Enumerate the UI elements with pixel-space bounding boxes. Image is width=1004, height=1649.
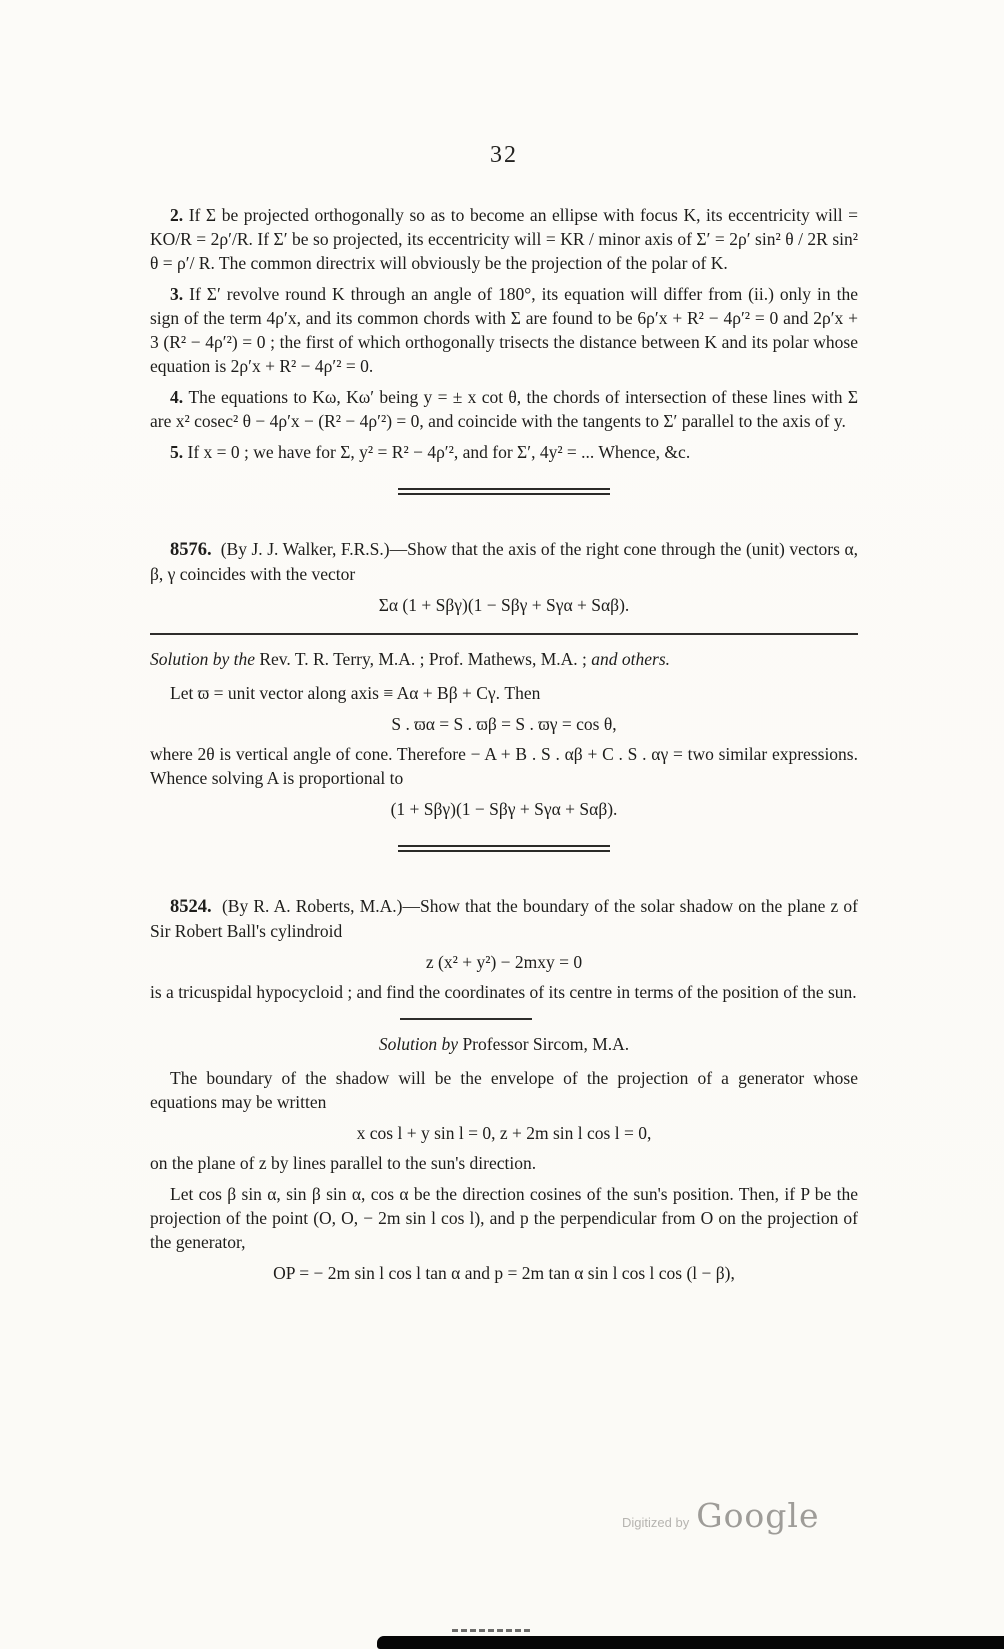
solution-by-label: Solution by bbox=[378, 1034, 459, 1054]
solution-divider-8576 bbox=[150, 633, 858, 635]
solution-8576-formula-2: (1 + Sβγ)(1 − Sβγ + Sγα + Sαβ). bbox=[390, 799, 618, 819]
problem-8524-number: 8524. bbox=[170, 897, 212, 917]
paragraph-5 bbox=[150, 440, 858, 464]
problem-8524-statement-2: is a tricuspidal hypocycloid ; and find the coordinates of its centre in terms of the position of the sun. bbox=[150, 982, 857, 1002]
scan-edge-bar bbox=[377, 1636, 1004, 1649]
solution-author: Professor Sircom, M.A. bbox=[458, 1034, 630, 1054]
problem-8576-formula: Σα (1 + Sβγ)(1 − Sβγ + Sγα + Sαβ). bbox=[378, 595, 630, 615]
solution-8524-body-1: The boundary of the shadow will be the envelope of the projection of a generator whose equations may be written bbox=[150, 1068, 858, 1112]
solution-8524-formula-2: OP = − 2m sin l cos l tan α and p = 2m tan α sin l cos l cos (l − β), bbox=[273, 1263, 735, 1283]
scan-artifact-dashes bbox=[452, 1629, 530, 1632]
solution-authors: Rev. T. R. Terry, M.A. ; Prof. Mathews, M.A. ; bbox=[254, 649, 592, 669]
paragraph-2-number: 2. bbox=[170, 205, 184, 225]
section-divider bbox=[398, 845, 610, 852]
paragraph-5-text: If x = 0 ; we have for Σ, y² = R² − 4ρ′², and for Σ′, 4y² = ... Whence, &c. bbox=[187, 442, 691, 462]
digitized-watermark bbox=[622, 1496, 820, 1535]
solution-heading-8524 bbox=[150, 1032, 858, 1056]
paragraph-4-number: 4. bbox=[170, 387, 184, 407]
paragraph-4-text: The equations to Kω, Kω′ being y = ± x cot θ, the chords of intersection of these lines with Σ are x² cosec² θ − 4ρ′x − (R² − 4ρ′²) = 0, and coincide with the tangents to Σ′ parallel to the axis of y. bbox=[150, 387, 859, 431]
page-content bbox=[150, 142, 858, 1291]
page-number: 32 bbox=[490, 142, 518, 168]
problem-8524-text: (By R. A. Roberts, M.A.)—Show that the boundary of the solar shadow on the plane z of Sir Robert Ball's cylindroid bbox=[150, 896, 858, 941]
problem-8576-text: (By J. J. Walker, F.R.S.)—Show that the axis of the right cone through the (unit) vectors α, β, γ coincides with the vector bbox=[150, 539, 859, 584]
digitized-by-text: Digitized by bbox=[622, 1515, 690, 1530]
problem-8524-formula: z (x² + y²) − 2mxy = 0 bbox=[425, 952, 583, 972]
solution-8524-body-2: on the plane of z by lines parallel to the sun's direction. bbox=[150, 1153, 537, 1173]
solution-by-label: Solution by the bbox=[150, 649, 255, 669]
google-logo: Google bbox=[696, 1496, 820, 1535]
problem-8576-number: 8576. bbox=[170, 540, 212, 560]
solution-8576-formula-1: S . ϖα = S . ϖβ = S . ϖγ = cos θ, bbox=[391, 714, 617, 734]
paragraph-3-number: 3. bbox=[170, 284, 184, 304]
solution-8576-body-2: where 2θ is vertical angle of cone. Therefore − A + B . S . αβ + C . S . αγ = two similar expressions. Whence solving A is proportional to bbox=[150, 744, 858, 788]
solution-heading-8576 bbox=[150, 647, 858, 671]
solution-divider-8524 bbox=[400, 1018, 532, 1020]
problem-8524-statement bbox=[150, 894, 858, 943]
paragraph-2-text: If Σ be projected orthogonally so as to become an ellipse with focus K, its eccentricity will = KO/R = 2ρ′/R. If Σ′ be so projected, its eccentricity will = KR / minor axis of Σ′ = 2ρ′ sin² θ / 2R sin² θ = ρ′/ R. The common directrix will obviously be the projection of the polar of K. bbox=[150, 205, 858, 273]
paragraph-3 bbox=[150, 282, 858, 378]
paragraph-2 bbox=[150, 203, 858, 275]
paragraph-3-text: If Σ′ revolve round K through an angle of 180°, its equation will differ from (ii.) only in the sign of the term 4ρ′x, and its common chords with Σ are found to be 6ρ′x + R² − 4ρ′² = 0 and 2ρ′x + 3 (R² − 4ρ′²) = 0 ; the first of which orthogonally trisects the distance between K and its polar whose equation is 2ρ′x + R² − 4ρ′² = 0. bbox=[150, 284, 859, 376]
paragraph-4 bbox=[150, 385, 858, 433]
solution-8524-formula-1: x cos l + y sin l = 0, z + 2m sin l cos l = 0, bbox=[356, 1123, 652, 1143]
solution-and-others-label: and others. bbox=[591, 649, 671, 669]
section-divider bbox=[398, 488, 610, 495]
solution-8576-body-1: Let ϖ = unit vector along axis ≡ Aα + Bβ + Cγ. Then bbox=[170, 683, 541, 703]
paragraph-5-number: 5. bbox=[170, 442, 184, 462]
solution-8524-body-3: Let cos β sin α, sin β sin α, cos α be the direction cosines of the sun's position. Then, if P be the projection of the point (O, O, − 2m sin l cos l), and p the perpendicular from O on the projection of the generator, bbox=[150, 1184, 858, 1252]
problem-8576-statement bbox=[150, 537, 858, 586]
